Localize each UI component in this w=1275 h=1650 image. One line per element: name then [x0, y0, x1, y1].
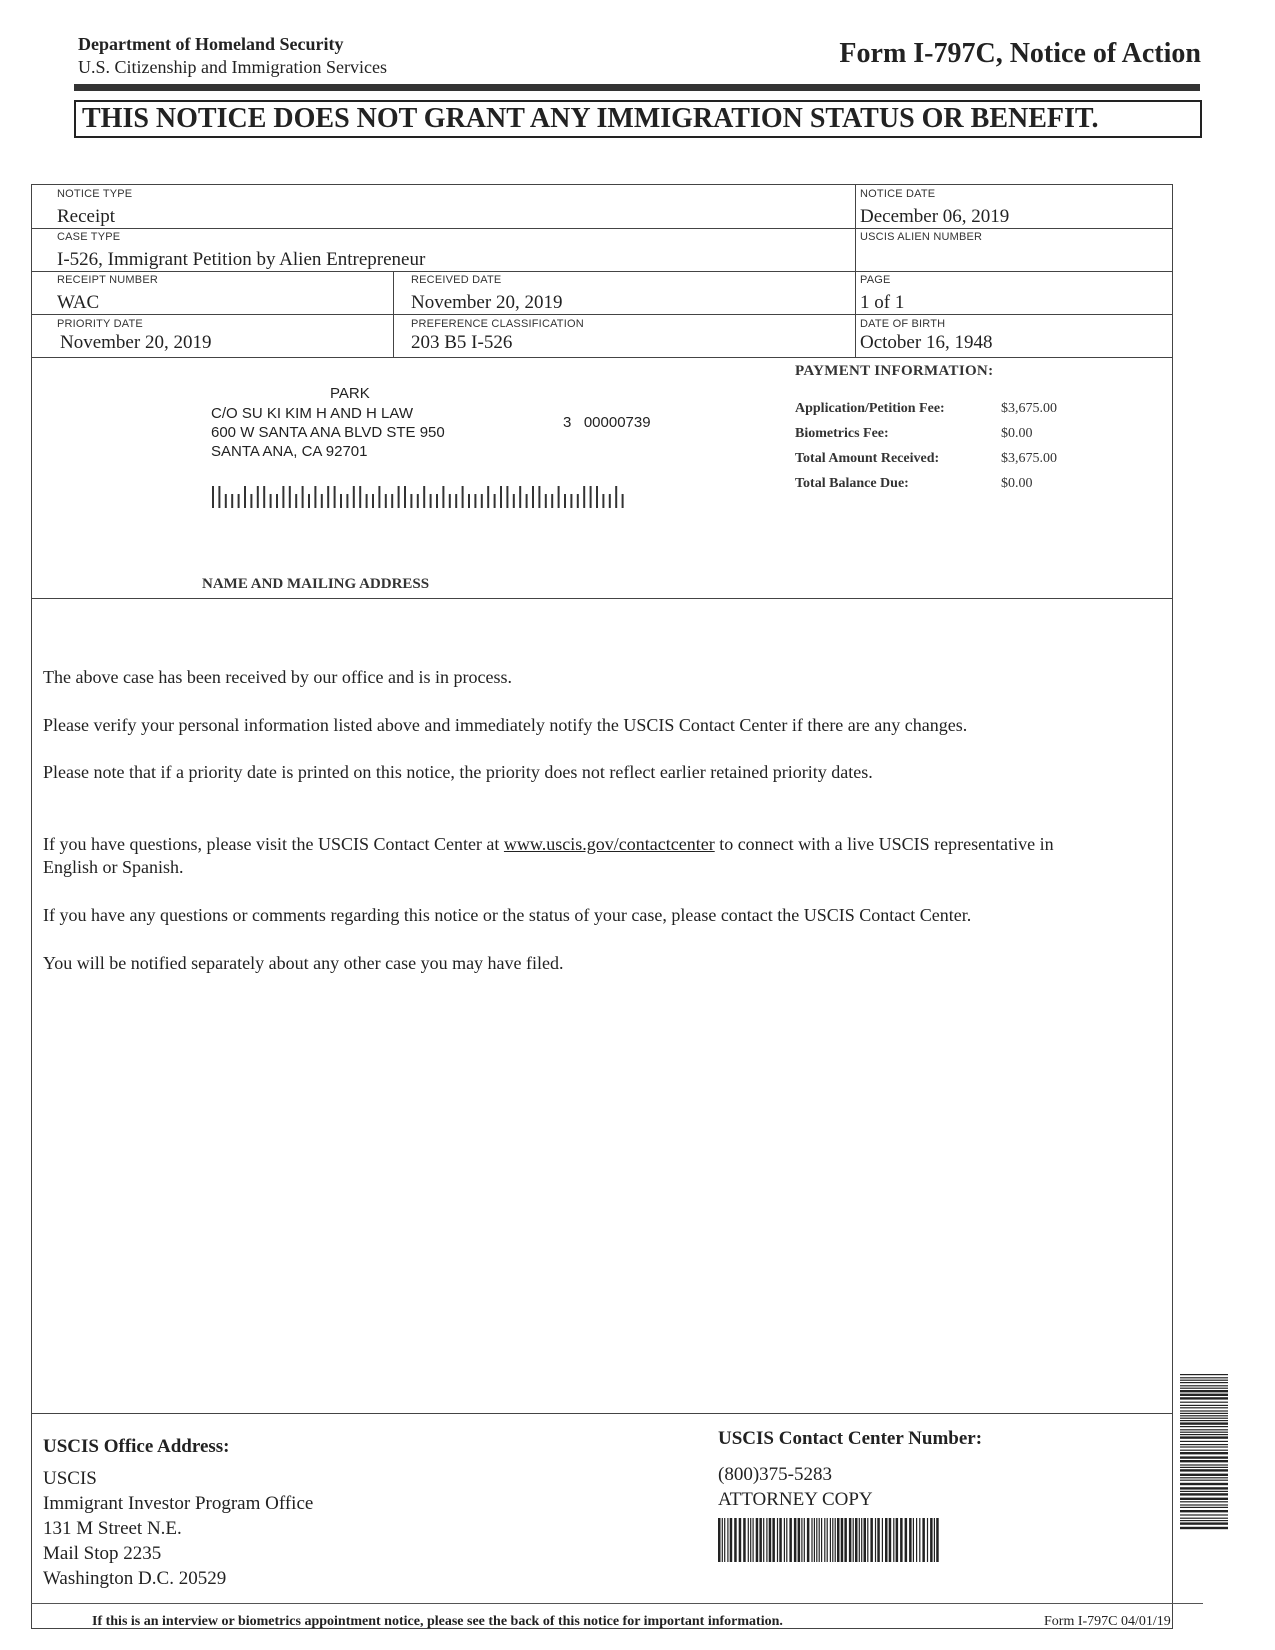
page-label: PAGE — [860, 274, 891, 286]
body-text: to connect with a live USCIS representative in English or Spanish. — [43, 834, 1054, 877]
notice-date-value: December 06, 2019 — [860, 206, 1010, 227]
payment-heading: PAYMENT INFORMATION: — [795, 363, 994, 379]
footer-note: If this is an interview or biometrics appointment notice, please see the back of this notice for important information. — [92, 1614, 783, 1629]
contact-center-link[interactable]: www.uscis.gov/contactcenter — [503, 834, 715, 854]
receipt-number-label: RECEIPT NUMBER — [57, 274, 158, 286]
row-divider — [32, 271, 1172, 272]
row-divider — [32, 357, 1172, 358]
document-barcode-icon — [718, 1518, 944, 1562]
footer-divider — [31, 1603, 1203, 1604]
alien-number-label: USCIS ALIEN NUMBER — [860, 231, 983, 243]
body-paragraph: Please note that if a priority date is printed on this notice, the priority does not reflect earlier retained priority dates. — [43, 762, 873, 782]
office-address-line: Washington D.C. 20529 — [43, 1568, 227, 1589]
contact-center-title: USCIS Contact Center Number: — [718, 1428, 983, 1449]
notice-banner: THIS NOTICE DOES NOT GRANT ANY IMMIGRATION STATUS OR BENEFIT. — [74, 100, 1202, 138]
side-barcode-icon — [1180, 1374, 1228, 1530]
postal-barcode-icon — [212, 486, 636, 508]
date-of-birth-value: October 16, 1948 — [860, 332, 993, 353]
payment-row-label: Application/Petition Fee: — [795, 401, 945, 416]
preference-classification-value: 203 B5 I-526 — [411, 332, 513, 353]
payment-row-value: $0.00 — [1001, 426, 1033, 441]
copy-type-label: ATTORNEY COPY — [718, 1489, 873, 1510]
department-name: Department of Homeland Security — [78, 34, 344, 54]
receipt-number-value: WAC — [57, 292, 100, 313]
row-divider — [32, 314, 1172, 315]
priority-date-value: November 20, 2019 — [60, 332, 212, 353]
date-of-birth-label: DATE OF BIRTH — [860, 318, 946, 330]
notice-type-value: Receipt — [57, 206, 116, 227]
agency-name: U.S. Citizenship and Immigration Services — [78, 57, 387, 77]
column-divider — [855, 185, 856, 357]
payment-row-value: $3,675.00 — [1001, 401, 1057, 416]
priority-date-label: PRIORITY DATE — [57, 318, 143, 330]
notice-type-label: NOTICE TYPE — [57, 188, 133, 200]
office-address-line: Immigrant Investor Program Office — [43, 1493, 314, 1514]
page-value: 1 of 1 — [860, 292, 905, 313]
payment-row-value: $0.00 — [1001, 476, 1033, 491]
form-identifier: Form I-797C 04/01/19 — [1044, 1614, 1171, 1629]
office-address-title: USCIS Office Address: — [43, 1436, 230, 1457]
office-address-line: 131 M Street N.E. — [43, 1518, 182, 1539]
office-address-line: USCIS — [43, 1468, 97, 1489]
payment-row-label: Biometrics Fee: — [795, 426, 889, 441]
section-divider — [32, 598, 1172, 599]
row-divider — [32, 228, 1172, 229]
payment-row-label: Total Balance Due: — [795, 476, 909, 491]
address-line-1: C/O SU KI KIM H AND H LAW — [211, 405, 413, 422]
mailing-section-label: NAME AND MAILING ADDRESS — [202, 576, 430, 592]
received-date-label: RECEIVED DATE — [411, 274, 502, 286]
case-type-value: I-526, Immigrant Petition by Alien Entrepreneur — [57, 249, 426, 270]
payment-row-value: $3,675.00 — [1001, 451, 1057, 466]
address-line-3: SANTA ANA, CA 92701 — [211, 443, 368, 460]
form-title: Form I-797C, Notice of Action — [839, 38, 1201, 69]
office-address-line: Mail Stop 2235 — [43, 1543, 162, 1564]
body-paragraph: You will be notified separately about any other case you may have filed. — [43, 953, 564, 973]
address-line-2: 600 W SANTA ANA BLVD STE 950 — [211, 424, 445, 441]
body-paragraph — [43, 833, 1103, 879]
recipient-name: PARK — [330, 385, 370, 402]
section-divider — [32, 1413, 1172, 1414]
column-divider — [393, 271, 394, 357]
notice-date-label: NOTICE DATE — [860, 188, 936, 200]
received-date-value: November 20, 2019 — [411, 292, 563, 313]
preference-classification-label: PREFERENCE CLASSIFICATION — [411, 318, 584, 330]
body-paragraph: The above case has been received by our office and is in process. — [43, 667, 512, 687]
body-text: If you have questions, please visit the USCIS Contact Center at — [43, 834, 504, 854]
body-paragraph: Please verify your personal information listed above and immediately notify the USCIS Contact Center if there are any changes. — [43, 715, 968, 735]
body-paragraph: If you have any questions or comments regarding this notice or the status of your case, please contact the USCIS Contact Center. — [43, 905, 972, 925]
payment-row-label: Total Amount Received: — [795, 451, 940, 466]
contact-center-phone: (800)375-5283 — [718, 1464, 832, 1485]
header-divider — [74, 84, 1200, 91]
mail-sort-code: 3 00000739 — [563, 414, 651, 431]
case-type-label: CASE TYPE — [57, 231, 121, 243]
